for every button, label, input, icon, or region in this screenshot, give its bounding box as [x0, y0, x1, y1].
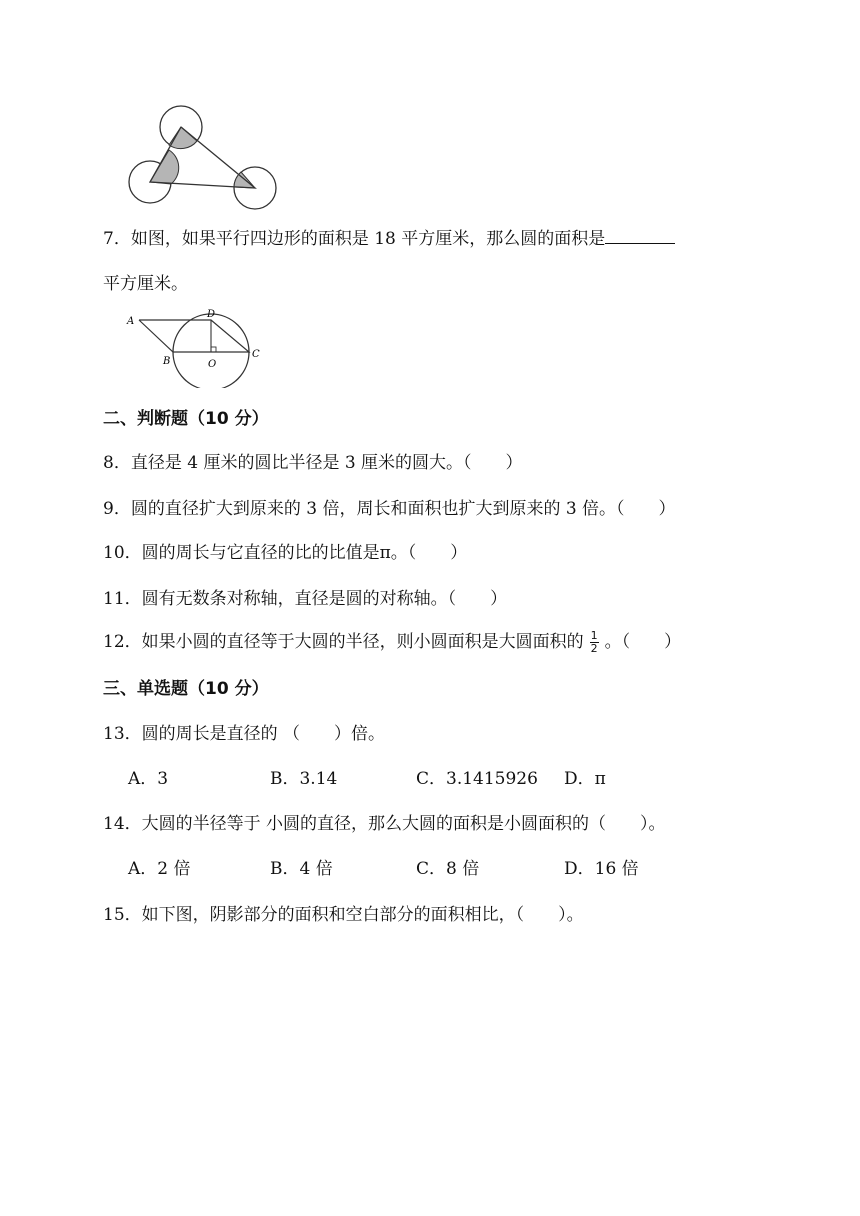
question-10: 10．圆的周长与它直径的比的比值是π。（ ） [103, 543, 468, 563]
q6-figure [125, 103, 280, 211]
question-9: 9．圆的直径扩大到原来的 3 倍，周长和面积也扩大到原来的 3 倍。（ ） [103, 499, 676, 519]
answer-blank[interactable] [605, 226, 675, 244]
question-7-cont [103, 272, 188, 296]
q13-option-c[interactable]: C．3.1415926 [416, 769, 538, 789]
question-8: 8．直径是 4 厘米的圆比半径是 3 厘米的圆大。（ ） [103, 453, 523, 473]
label-c: C [252, 349, 260, 360]
q7-text: 7．如图，如果平行四边形的面积是 18 平方厘米，那么圆的面积是 [103, 229, 606, 249]
label-d: D [207, 309, 216, 320]
label-a: A [127, 316, 135, 327]
question-14: 14．大圆的半径等于 小圆的直径，那么大圆的面积是小圆面积的（ ）。 [103, 814, 666, 834]
question-15: 15．如下图，阴影部分的面积和空白部分的面积相比，（ ）。 [103, 905, 584, 925]
q7-figure [125, 306, 270, 388]
section-heading-single-choice: 三、单选题（10 分） [103, 679, 269, 699]
q13-option-d[interactable]: D．π [564, 769, 606, 789]
sector-left [150, 150, 179, 184]
q7-text-after: 平方厘米。 [103, 274, 188, 294]
parallelogram [139, 320, 249, 352]
q14-option-b[interactable]: B．4 倍 [270, 859, 333, 879]
question-7 [103, 226, 675, 251]
question-11: 11．圆有无数条对称轴，直径是圆的对称轴。（ ） [103, 589, 508, 609]
right-angle-mark [211, 347, 216, 352]
label-o: O [208, 359, 217, 370]
q13-option-b[interactable]: B．3.14 [270, 769, 338, 789]
q14-option-d[interactable]: D．16 倍 [564, 859, 639, 879]
q13-option-a[interactable]: A．3 [128, 769, 169, 789]
q14-option-a[interactable]: A．2 倍 [128, 859, 191, 879]
sector-top [169, 127, 197, 149]
section-heading-judgement: 二、判断题（10 分） [103, 409, 269, 429]
question-13: 13．圆的周长是直径的 （ ）倍。 [103, 724, 386, 744]
fraction-one-half: $\frac{1}{2}$ [590, 629, 598, 655]
q12-text: 12．如果小圆的直径等于大圆的半径，则小圆面积是大圆面积的 [103, 632, 584, 652]
question-12 [103, 630, 681, 655]
label-b: B [163, 356, 171, 367]
q14-option-c[interactable]: C．8 倍 [416, 859, 480, 879]
q12-text-after: 。（ ） [604, 632, 682, 652]
